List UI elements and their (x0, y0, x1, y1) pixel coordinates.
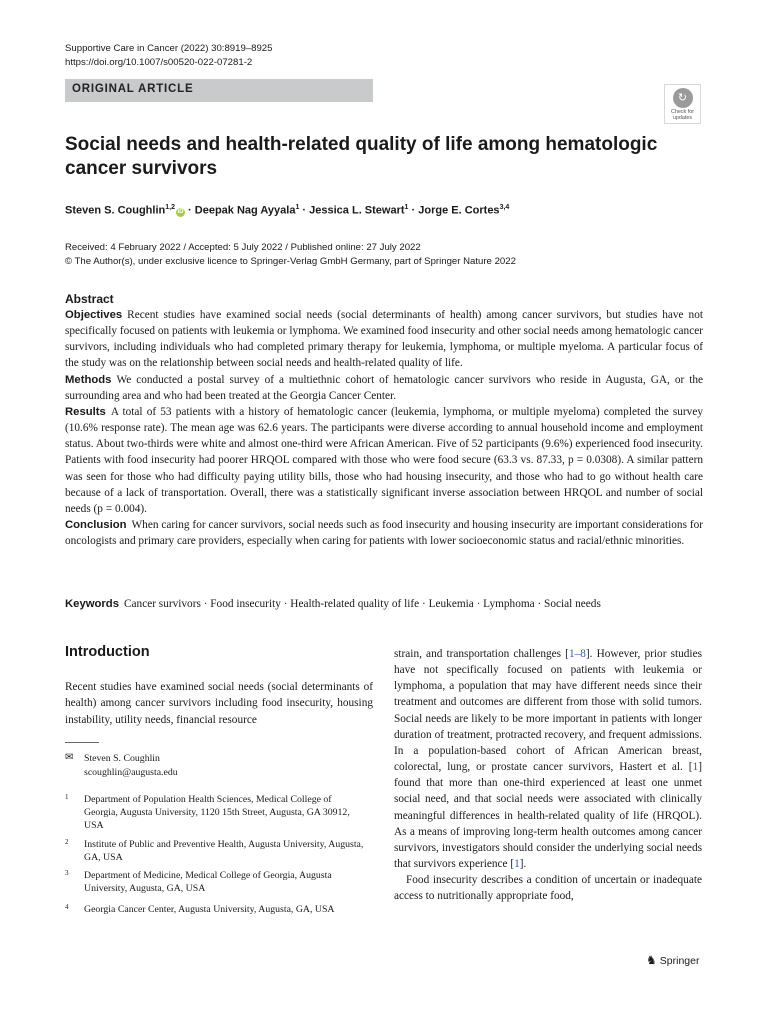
section-label: Results (65, 405, 106, 418)
journal-citation: Supportive Care in Cancer (2022) 30:8919–8925 (65, 43, 273, 54)
corresponding-author-email[interactable]: scoughlin@augusta.edu (84, 766, 178, 778)
abstract-section-conclusion (65, 517, 703, 549)
citation-link[interactable]: 1 (692, 761, 699, 774)
affiliation-number: 2 (65, 838, 69, 846)
introduction-paragraph: Food insecurity describes a condition of uncertain or inadequate access to nutritionally appropriate food, (394, 874, 702, 903)
check-for-updates-button[interactable] (664, 84, 701, 124)
copyright-line: © The Author(s), under exclusive licence to Springer-Verlag GmbH Germany, part of Springer Nature 2022 (65, 256, 516, 267)
section-text: A total of 53 patients with a history of hematologic cancer (leukemia, lymphoma, or multiple myeloma) completed the survey (10.6% response rate). The mean age was 62.6 years. The participants were diverse according to annual household income and employment status. About two-thirds were white and almost one-third were African American. Five of 52 participants (9.6%) experienced food insecurity. Patients with food insecurity had poorer HRQOL compared with those who were food secure (63.3 vs. 87.33, p = 0.0308). A similar pattern was seen for those who had difficulty paying utility bills, those who had housing insecurity, and those who had to go without health care because of a lack of transportation. Overall, there was a statistically significant inverse association between HRQOL and number of social needs (p = 0.004). (65, 405, 703, 515)
affiliation-number: 1 (65, 793, 69, 801)
mail-icon: ✉ (65, 752, 74, 763)
text-run: ] found that more than one-third experienced at least one unmet social need, and that social needs were associated with clinically meaningful differences in health-related quality of life (HRQOL). As a means of improving long-term health outcomes among cancer survivors, investigators should consider the underlying social needs that survivors experience [ (394, 761, 702, 871)
received-accepted-dates: Received: 4 February 2022 / Accepted: 5 July 2022 / Published online: 27 July 2022 (65, 242, 421, 253)
affiliation-text: Institute of Public and Preventive Health, Augusta University, Augusta, GA, USA (84, 839, 364, 864)
springer-horse-icon: ♞ (646, 953, 657, 967)
corresponding-author-name: Steven S. Coughlin (84, 753, 160, 764)
keywords-label: Keywords (65, 598, 119, 610)
author-affiliation-ref: 1 (295, 204, 300, 211)
author-list: Steven S. Coughlin$^{1,2}$iD · Deepak Nag Ayyala$^1$ · Jessica L. Stewart$^1$ · Jorge E. Cortes$^{3,4}$ (65, 204, 510, 217)
citation-link[interactable]: 1–8 (568, 648, 586, 660)
text-run: ]. However, prior studies have not specifically focused on patients with leukemia or lymphoma, a population that may have different needs since their treatment and outcomes are different from those with solid tumors. Social needs are likely to be more important in patients with longer duration of treatment, protracted recovery, and frequent admissions. In a population-based cohort of African American breast, colorectal, lung, or prostate cancer survivors, Hastert et al. [ (394, 648, 702, 774)
affiliation-number: 4 (65, 903, 69, 911)
section-text: We conducted a postal survey of a multiethnic cohort of hematologic cancer survivors who reside in Augusta, GA, or the surrounding area and who had been treated at the Georgia Cancer Center. (65, 373, 703, 402)
section-text: Recent studies have examined social needs (social determinants of health) among cancer survivors, but studies have not specifically focused on patients with leukemia or lymphoma. We examined food insecurity and other social needs among hematologic cancer survivors, including individuals who had completed primary therapy for leukemia, lymphoma, or multiple myeloma. A particular focus of the study was on the relationship between social needs and health-related quality of life. (65, 309, 703, 370)
section-label: Methods (65, 373, 112, 386)
text-run: ]. (519, 858, 527, 871)
author-affiliation-ref: 1 (404, 204, 409, 211)
citation-link[interactable]: 1 (514, 858, 520, 871)
abstract-heading: Abstract (65, 292, 114, 306)
check-updates-label: Check for updates (670, 109, 695, 121)
keywords-text: Cancer survivors · Food insecurity · Health-related quality of life · Leukemia · Lymphoma · Social needs (124, 598, 601, 610)
affiliation-text: Georgia Cancer Center, Augusta University, Augusta, GA, USA (84, 904, 335, 915)
affiliation (65, 869, 365, 895)
doi-link[interactable]: https://doi.org/10.1007/s00520-022-07281-2 (65, 57, 253, 68)
affiliation (65, 903, 365, 916)
affiliation-text: Department of Medicine, Medical College of Georgia, Augusta University, Augusta, GA, USA (84, 870, 332, 895)
abstract-section-objectives (65, 307, 703, 372)
author-affiliation-ref: 1,2 (165, 204, 175, 211)
author-name: Steven S. Coughlin (65, 204, 166, 217)
section-label: Conclusion (65, 519, 127, 532)
journal-header (65, 42, 272, 70)
section-label: Objectives (65, 309, 123, 321)
abstract-section-methods (65, 372, 703, 404)
author-name: Jorge E. Cortes (418, 204, 500, 217)
introduction-paragraph (394, 646, 702, 872)
article-type-banner: ORIGINAL ARTICLE (65, 79, 373, 102)
affiliation-number: 3 (65, 869, 69, 877)
introduction-heading: Introduction (65, 644, 150, 660)
text-run: strain, and transportation challenges [ (394, 648, 569, 660)
affiliation-text: Department of Population Health Sciences, Medical College of Georgia, Augusta University, 1120 15th Street, Augusta, GA 30912, USA (84, 794, 350, 832)
footnote-divider (65, 742, 99, 743)
check-updates-icon: ↻ (673, 88, 693, 108)
section-text: When caring for cancer survivors, social needs such as food insecurity and housing insecurity are important considerations for oncologists and primary care providers, especially when caring for patients with lower socioeconomic status and racial/ethnic minorities. (65, 519, 703, 548)
keywords (65, 598, 601, 610)
abstract-section-results (65, 404, 703, 517)
publisher-name: Springer (659, 955, 700, 967)
author-name: Jessica L. Stewart (309, 204, 405, 217)
introduction-right-column (394, 646, 702, 905)
publication-dates (65, 241, 516, 269)
introduction-paragraph: Recent studies have examined social needs (social determinants of health) among cancer survivors including food insecurity, housing instability, utility needs, financial resource (65, 681, 373, 726)
corresponding-author-info (84, 752, 178, 779)
abstract (65, 291, 703, 549)
orcid-icon[interactable]: iD (177, 208, 184, 215)
author-name: Deepak Nag Ayyala (194, 204, 296, 217)
affiliation (65, 793, 365, 833)
publisher-logo (646, 953, 699, 967)
affiliation (65, 838, 365, 864)
author-affiliation-ref: 3,4 (499, 204, 510, 211)
paper-title: Social needs and health-related quality of life among hematologic cancer survivors (65, 134, 658, 179)
